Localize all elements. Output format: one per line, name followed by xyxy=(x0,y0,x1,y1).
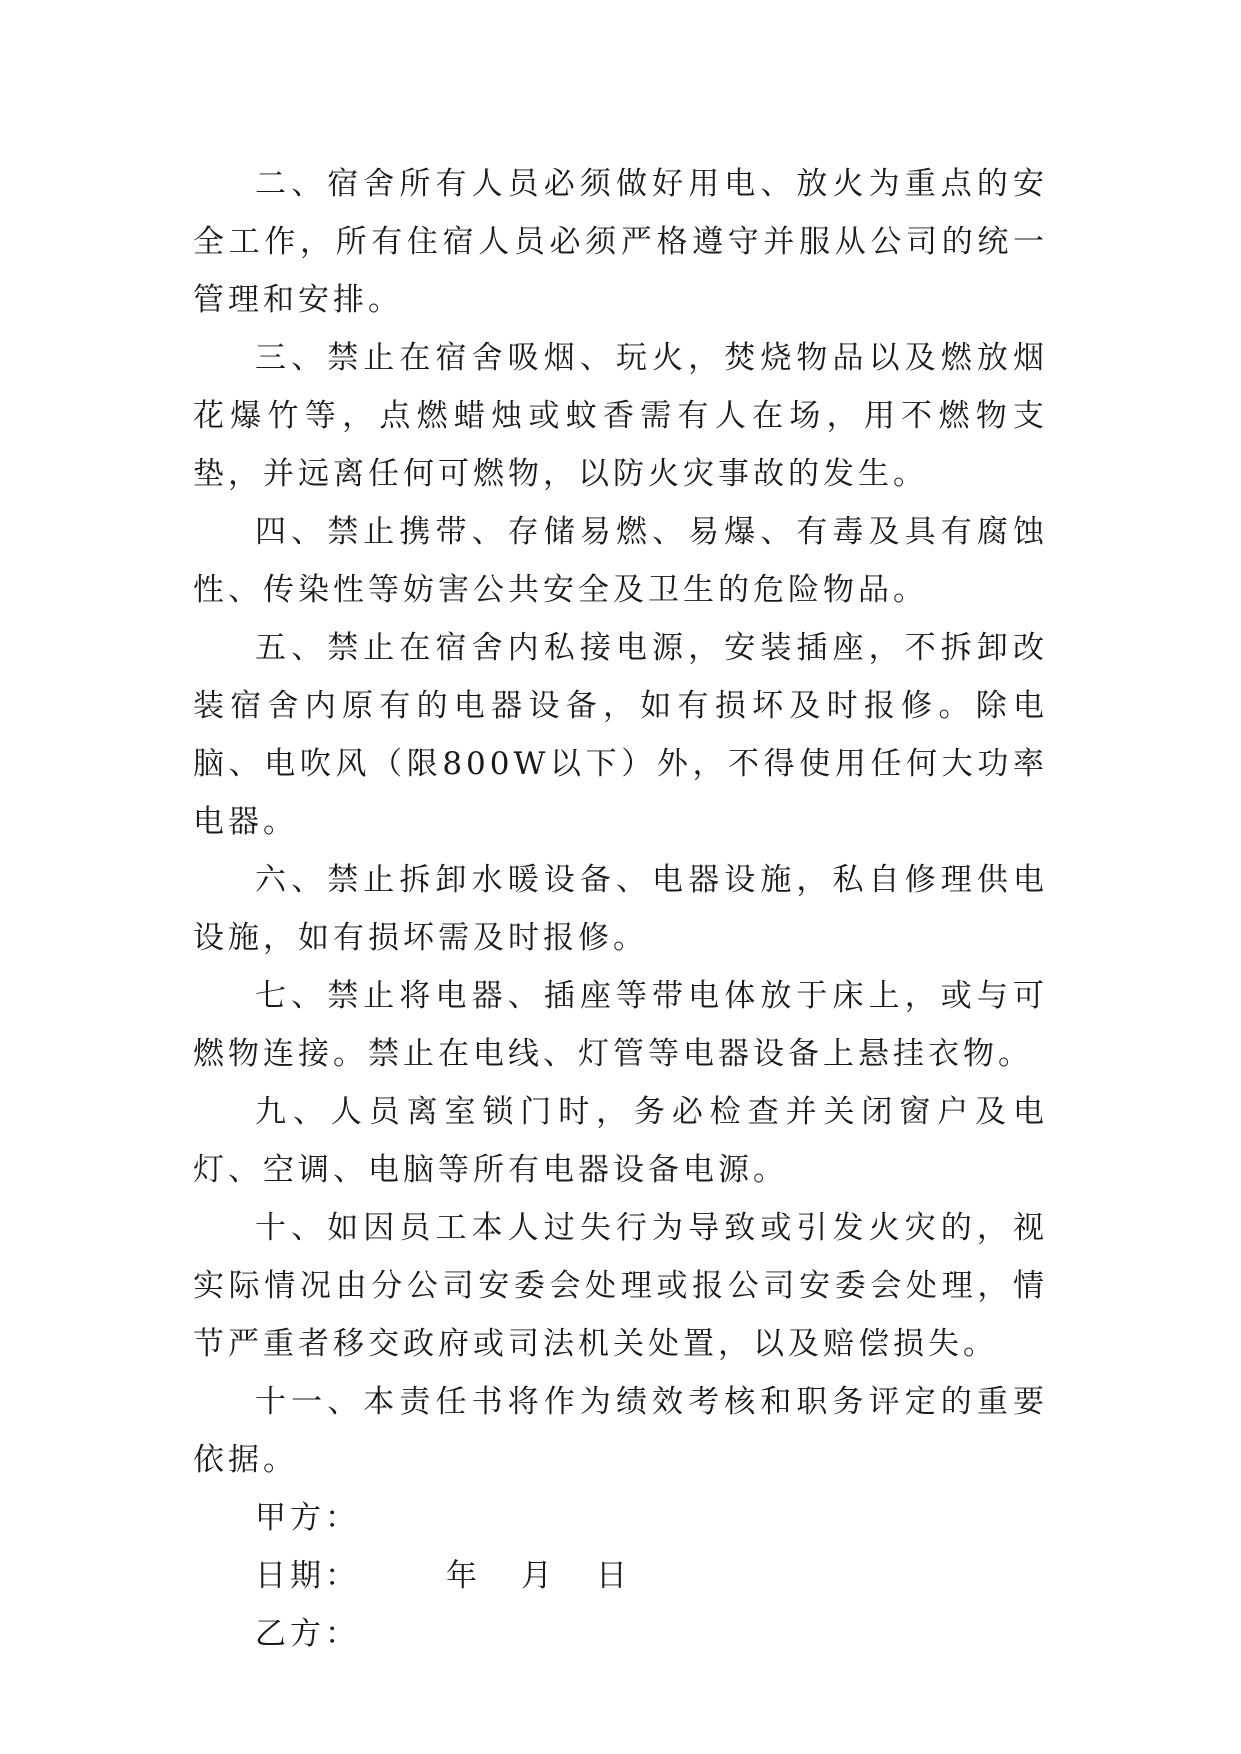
clause-5: 五、禁止在宿舍内私接电源，安装插座，不拆卸改装宿舍内原有的电器设备，如有损坏及时报修。除电脑、电吹风（限800W以下）外，不得使用任何大功率电器。 xyxy=(193,630,1048,840)
clause-11: 十一、本责任书将作为绩效考核和职务评定的重要依据。 xyxy=(193,1384,1048,1478)
clause-3: 三、禁止在宿舍吸烟、玩火，焚烧物品以及燃放烟花爆竹等，点燃蜡烛或蚊香需有人在场，用不燃物支垫，并远离任何可燃物，以防火灾事故的发生。 xyxy=(193,340,1048,492)
date-line xyxy=(193,1547,1048,1605)
clause-10: 十、如因员工本人过失行为导致或引发火灾的，视实际情况由分公司安委会处理或报公司安委会处理，情节严重者移交政府或司法机关处置，以及赔偿损失。 xyxy=(193,1210,1048,1362)
month-label: 月 xyxy=(521,1558,556,1594)
day-label: 日 xyxy=(596,1558,631,1594)
clause-7: 七、禁止将电器、插座等带电体放于床上，或与可燃物连接。禁止在电线、灯管等电器设备上悬挂衣物。 xyxy=(193,978,1048,1072)
clause-2: 二、宿舍所有人员必须做好用电、放火为重点的安全工作，所有住宿人员必须严格遵守并服从公司的统一管理和安排。 xyxy=(193,166,1048,318)
clause-9: 九、人员离室锁门时，务必检查并关闭窗户及电灯、空调、电脑等所有电器设备电源。 xyxy=(193,1094,1048,1188)
clause-6: 六、禁止拆卸水暖设备、电器设施，私自修理供电设施，如有损坏需及时报修。 xyxy=(193,862,1048,956)
clause-4: 四、禁止携带、存储易燃、易爆、有毒及具有腐蚀性、传染性等妨害公共安全及卫生的危险物品。 xyxy=(193,514,1048,608)
party-a-label: 甲方： xyxy=(255,1500,360,1536)
document-body xyxy=(193,155,1048,1663)
date-label: 日期： xyxy=(255,1558,360,1594)
year-label: 年 xyxy=(446,1558,481,1594)
party-a-line xyxy=(193,1489,1048,1547)
party-b-label: 乙方： xyxy=(255,1616,360,1652)
party-b-line xyxy=(193,1605,1048,1663)
